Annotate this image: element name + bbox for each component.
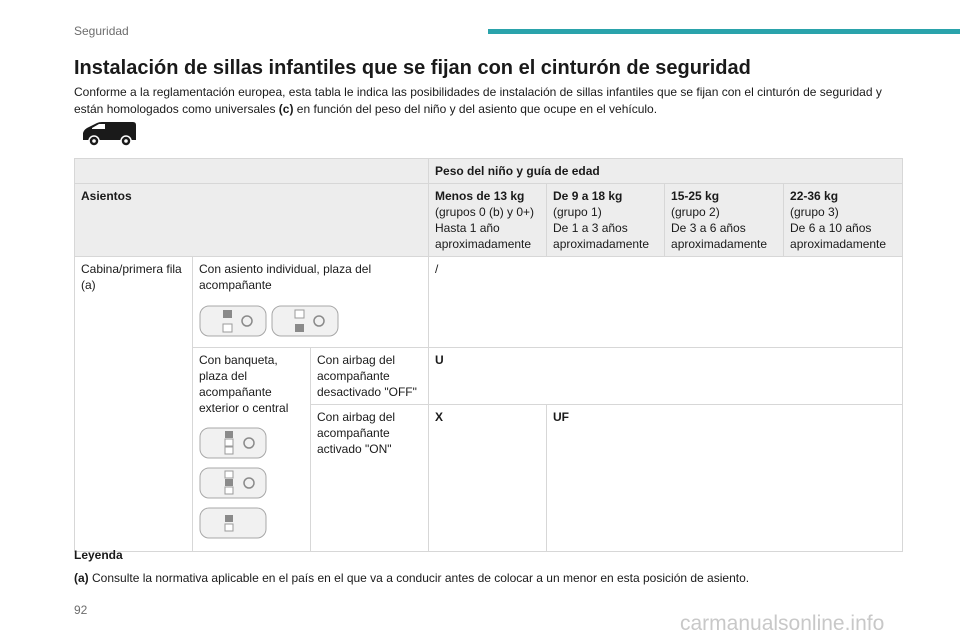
group-cell: [784, 184, 903, 257]
table-row: [75, 159, 903, 184]
seat-diagram-bench-single-icon: [199, 506, 269, 540]
group-weight: De 9 a 18 kg: [553, 189, 623, 203]
individual-seat-value: /: [429, 257, 903, 348]
group-code: (grupos 0 (b) y 0+): [435, 205, 535, 219]
van-icon: [80, 119, 138, 147]
individual-seat-diagrams: [199, 303, 422, 343]
individual-seat-cell: [193, 257, 429, 348]
table-cell-empty: [75, 159, 429, 184]
group-cell: [665, 184, 784, 257]
watermark: carmanualsonline.info: [680, 612, 885, 635]
section-header: Seguridad: [74, 24, 129, 38]
group-code: (grupo 1): [553, 205, 602, 219]
group-weight: 22-36 kg: [790, 189, 839, 203]
weight-header: Peso del niño y guía de edad: [429, 159, 903, 184]
airbag-on-value-groups-1-3: UF: [547, 405, 903, 552]
seats-label: Asientos: [75, 184, 429, 257]
page-number: 92: [74, 603, 88, 617]
seat-diagram-bench-exterior-icon: [199, 426, 269, 460]
group-age: Hasta 1 año: [435, 221, 500, 235]
group-weight: 15-25 kg: [671, 189, 720, 203]
group-age: De 1 a 3 años: [553, 221, 628, 235]
intro-text-end: en función del peso del niño y del asiento que ocupe en el vehículo.: [293, 102, 658, 116]
group-age: De 3 a 6 años: [671, 221, 746, 235]
airbag-on-value-group-0: X: [429, 405, 547, 552]
group-code: (grupo 3): [790, 205, 839, 219]
group-code: (grupo 2): [671, 205, 720, 219]
legend-note-a: [74, 571, 749, 585]
group-cell: [547, 184, 665, 257]
legend-note-code: (a): [74, 571, 89, 585]
individual-seat-label: Con asiento individual, plaza del acompañante: [199, 262, 372, 292]
group-approx: aproximadamente: [435, 237, 532, 251]
intro-code: (c): [278, 102, 294, 116]
seat-diagram-front-passenger-icon: [199, 303, 341, 339]
table-row: [75, 257, 903, 348]
cabin-row-label: Cabina/primera fila (a): [75, 257, 193, 552]
group-approx: aproximadamente: [553, 237, 650, 251]
table-row: [75, 184, 903, 257]
table-row: [75, 348, 903, 405]
group-age: De 6 a 10 años: [790, 221, 872, 235]
bench-seat-label: Con banqueta, plaza del acompañante exterior o central: [199, 353, 289, 415]
child-seat-table: [74, 158, 903, 552]
airbag-off-value: U: [429, 348, 903, 405]
group-cell: [429, 184, 547, 257]
group-approx: aproximadamente: [790, 237, 887, 251]
group-approx: aproximadamente: [671, 237, 768, 251]
intro-text: Conforme a la reglamentación europea, esta tabla le indica las posibilidades de instalación de sillas infantiles que se fijan con el cinturón de seguridad y están homologados como universales: [74, 85, 882, 116]
seat-diagram-bench-central-icon: [199, 466, 269, 500]
airbag-off-label: Con airbag del acompañante desactivado "OFF": [311, 348, 429, 405]
bench-seat-diagrams: [199, 426, 304, 540]
intro-paragraph: [74, 84, 904, 118]
legend-title: Leyenda: [74, 548, 123, 562]
header-accent-bar: [488, 29, 960, 34]
group-weight: Menos de 13 kg: [435, 189, 525, 203]
page-title: Instalación de sillas infantiles que se fijan con el cinturón de seguridad: [74, 57, 751, 79]
legend-note-text: Consulte la normativa aplicable en el país en el que va a conducir antes de colocar a un menor en esta posición de asiento.: [88, 571, 750, 585]
bench-seat-cell: [193, 348, 311, 552]
airbag-on-label: Con airbag del acompañante activado "ON": [311, 405, 429, 552]
